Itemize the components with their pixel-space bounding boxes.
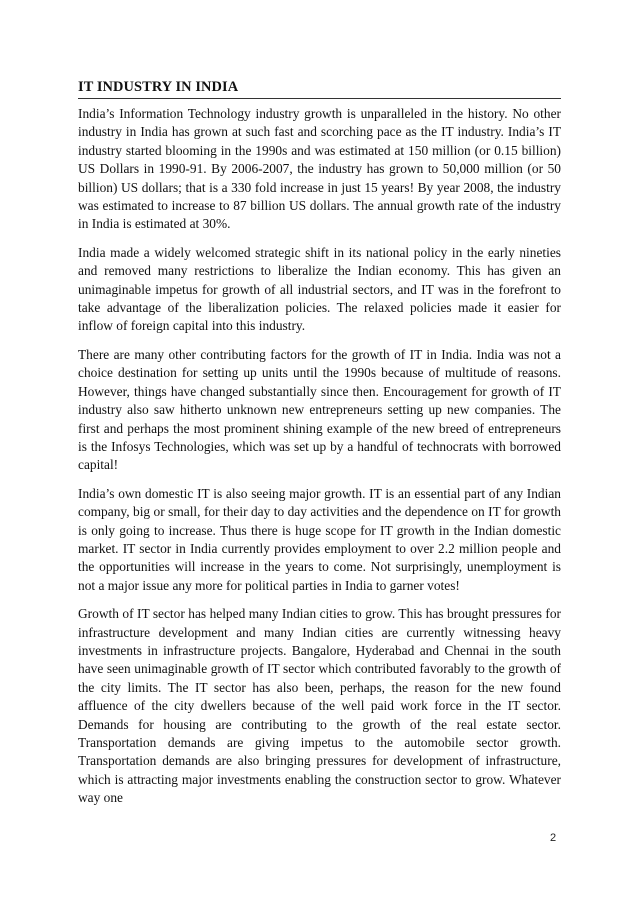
paragraph-3: There are many other contributing factors for the growth of IT in India. India was not a choice destination for setting up units until the 1990s because of multitude of reasons. However, things have changed substantially since then. Encouragement for growth of IT industry also saw hitherto unknown new entrepreneurs setting up new companies. The first and perhaps the most prominent shining example of the new breed of entrepreneurs is the Infosys Technologies, which was set up by a handful of technocrats with borrowed capital! xyxy=(78,346,561,473)
page-number: 2 xyxy=(550,832,557,844)
document-title: IT INDUSTRY IN INDIA xyxy=(78,79,561,99)
paragraph-4: India’s own domestic IT is also seeing major growth. IT is an essential part of any Indian company, big or small, for their day to day activities and the dependence on IT for growth is only going to increase. Thus there is huge scope for IT growth in the Indian domestic market. IT sector in India currently provides employment to over 2.2 million people and the opportunities will increase in the years to come. Not surprisingly, unemployment is not a major issue any more for political parties in India to garner votes! xyxy=(78,485,561,593)
document-page xyxy=(78,0,561,903)
document-body xyxy=(78,105,561,818)
paragraph-5: Growth of IT sector has helped many Indian cities to grow. This has brought pressures for infrastructure development and many Indian cities are currently witnessing heavy investments in infrastructure projects. Bangalore, Hyderabad and Chennai in the south have seen unimaginable growth of IT sector which contributed favorably to the growth of the city limits. The IT sector has also been, perhaps, the reason for the new found affluence of the city dwellers because of the well paid work force in the IT sector. Demands for housing are contributing to the growth of the real estate sector. Transportation demands are giving impetus to the automobile sector growth. Transportation demands are also bringing pressures for development of infrastructure, which is attracting major investments enabling the construction sector to grow. Whatever way one xyxy=(78,606,561,806)
paragraph-1: India’s Information Technology industry growth is unparalleled in the history. No other industry in India has grown at such fast and scorching pace as the IT industry. India’s IT industry started blooming in the 1990s and was estimated at 150 million (or 0.15 billion) US Dollars in 1990-91. By 2006-2007, the industry has grown to 50,000 million (or 50 billion) US dollars; that is a 330 fold increase in just 15 years! By year 2008, the industry was estimated to increase to 87 billion US dollars. The annual growth rate of the industry in India is estimated at 30%. xyxy=(78,106,561,232)
paragraph-2: India made a widely welcomed strategic shift in its national policy in the early nineties and removed many restrictions to liberalize the Indian economy. This has given an unimaginable impetus for growth of all industrial sectors, and IT was in the forefront to take advantage of the liberalization policies. The relaxed policies made it easier for inflow of foreign capital into this industry. xyxy=(78,244,561,334)
